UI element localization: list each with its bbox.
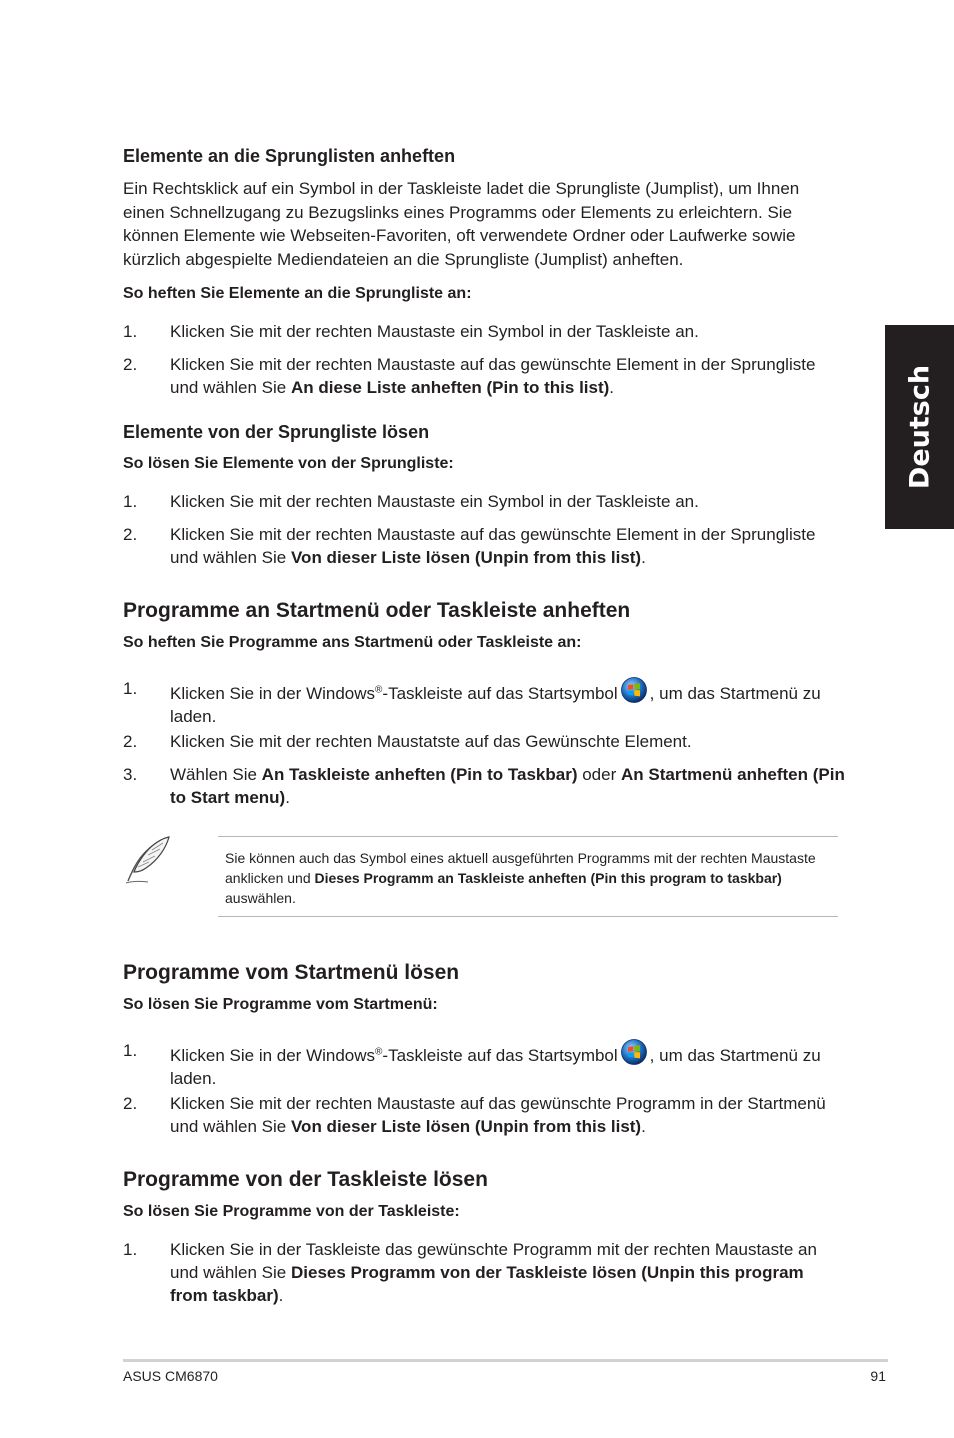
footer-model: ASUS CM6870 bbox=[123, 1368, 218, 1384]
section-heading-unpin-taskbar: Programme von der Taskleiste lösen bbox=[123, 1168, 488, 1191]
step-text: Klicken Sie in der Taskleiste das gewünschte Programm mit der rechten Maustaste an und wählen Sie Dieses Programm von der Taskleiste lösen (Unpin this program from taskbar). bbox=[170, 1240, 817, 1305]
step-text: Klicken Sie in der Windows®-Taskleiste auf das Startsymbol , um das Startmenü zu laden. bbox=[170, 677, 845, 728]
section-intro-pin-jumplist: Ein Rechtsklick auf ein Symbol in der Taskleiste ladet die Sprungliste (Jumplist), um Ihnen einen Schnellzugang zu Bezugslinks eines Programms oder Elements zu erleichtern. Sie können Elemente wie Webseiten-Favoriten, oft verwendete Ordner oder Laufwerke sowie kürzlich abgespielte Mediendateien an die Sprungliste (Jumplist) anheften. bbox=[123, 179, 800, 269]
step-number: 2. bbox=[123, 355, 138, 374]
step-number: 1. bbox=[123, 1041, 138, 1060]
step-text: Klicken Sie mit der rechten Maustaste ein Symbol in der Taskleiste an. bbox=[170, 492, 699, 511]
section-heading-pin-start: Programme an Startmenü oder Taskleiste anheften bbox=[123, 599, 631, 622]
subheading-pin-jumplist: So heften Sie Elemente an die Sprungliste an: bbox=[123, 285, 472, 302]
step-text: Wählen Sie An Taskleiste anheften (Pin to Taskbar) oder An Startmenü anheften (Pin to Start menu). bbox=[170, 765, 845, 807]
step-number: 1. bbox=[123, 492, 138, 511]
windows-start-icon bbox=[621, 1039, 647, 1065]
subheading-unpin-start: So lösen Sie Programme vom Startmenü: bbox=[123, 996, 438, 1013]
step-number: 1. bbox=[123, 322, 138, 341]
section-heading-pin-jumplist: Elemente an die Sprunglisten anheften bbox=[123, 146, 456, 166]
step-text: Klicken Sie in der Windows®-Taskleiste auf das Startsymbol , um das Startmenü zu laden. bbox=[170, 1039, 845, 1090]
subheading-unpin-taskbar: So lösen Sie Programme von der Taskleiste: bbox=[123, 1203, 460, 1220]
step-text: Klicken Sie mit der rechten Maustaste auf das gewünschte Element in der Sprungliste und wählen Sie An diese Liste anheften (Pin to this list). bbox=[170, 355, 816, 397]
section-heading-unpin-jumplist: Elemente von der Sprungliste lösen bbox=[123, 422, 430, 442]
page-number: 91 bbox=[870, 1368, 886, 1384]
side-tab-label: Deutsch bbox=[904, 364, 935, 490]
step-number: 2. bbox=[123, 1094, 138, 1113]
step-number: 2. bbox=[123, 732, 138, 751]
section-heading-unpin-start: Programme vom Startmenü lösen bbox=[123, 961, 460, 984]
step-text: Klicken Sie mit der rechten Maustatste auf das Gewünschte Element. bbox=[170, 732, 692, 751]
step-number: 2. bbox=[123, 525, 138, 544]
note-text: Sie können auch das Symbol eines aktuell ausgeführten Programms mit der rechten Maustaste anklicken und Dieses Programm an Taskleiste anheften (Pin this program to taskbar) auswählen. bbox=[225, 850, 816, 906]
windows-start-icon bbox=[621, 677, 647, 703]
subheading-unpin-jumplist: So lösen Sie Elemente von der Sprungliste: bbox=[123, 455, 454, 472]
note-bottom-rule bbox=[218, 916, 838, 917]
language-side-tab bbox=[885, 325, 954, 529]
subheading-pin-start: So heften Sie Programme ans Startmenü oder Taskleiste an: bbox=[123, 634, 582, 651]
step-text: Klicken Sie mit der rechten Maustaste auf das gewünschte Programm in der Startmenü und wählen Sie Von dieser Liste lösen (Unpin from this list). bbox=[170, 1094, 826, 1136]
step-text: Klicken Sie mit der rechten Maustaste auf das gewünschte Element in der Sprungliste und wählen Sie Von dieser Liste lösen (Unpin from this list). bbox=[170, 525, 816, 567]
step-text: Klicken Sie mit der rechten Maustaste ein Symbol in der Taskleiste an. bbox=[170, 322, 699, 341]
step-number: 3. bbox=[123, 765, 138, 784]
note-top-rule bbox=[218, 836, 838, 837]
step-number: 1. bbox=[123, 679, 138, 698]
note-feather-icon bbox=[122, 834, 174, 886]
footer-rule bbox=[123, 1359, 888, 1362]
step-number: 1. bbox=[123, 1240, 138, 1259]
